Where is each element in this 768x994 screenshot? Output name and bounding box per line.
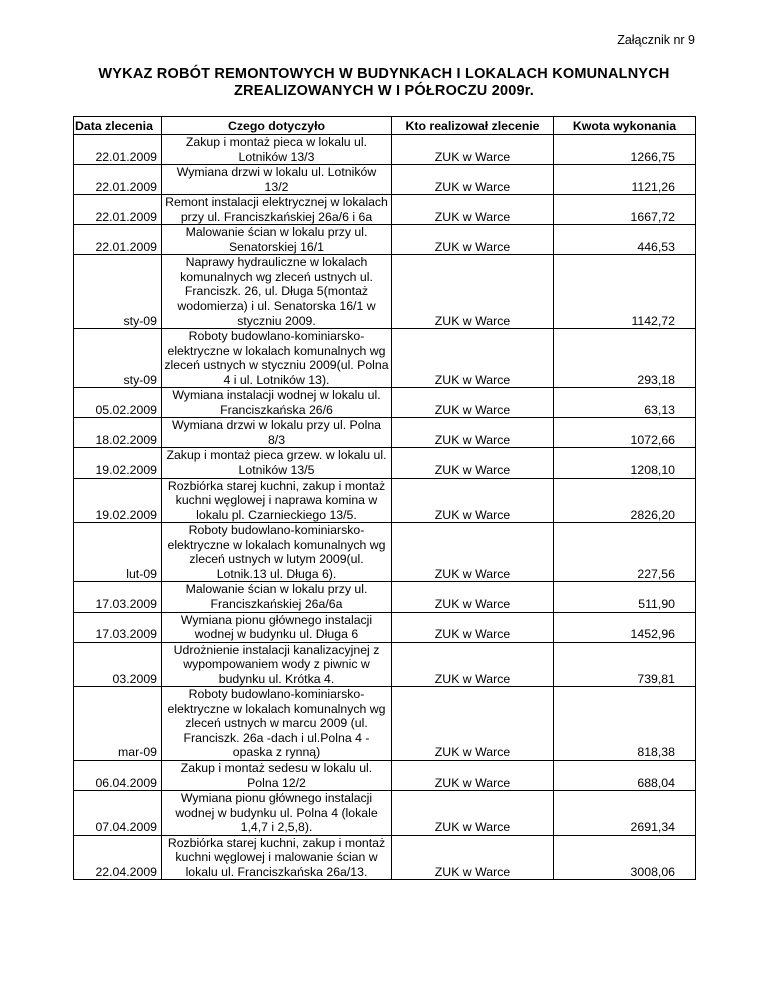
row-date: 18.02.2009 [74, 418, 162, 448]
row-contractor: ZUK w Warce [392, 523, 554, 582]
row-date: 07.04.2009 [74, 791, 162, 836]
row-date: 22.01.2009 [74, 195, 162, 225]
header-description: Czego dotyczyło [162, 117, 392, 135]
row-contractor: ZUK w Warce [392, 791, 554, 836]
row-date: 03.2009 [74, 642, 162, 687]
row-description: Zakup i montaż sedesu w lokalu ul. Polna 12/2 [162, 760, 392, 790]
row-date: 17.03.2009 [74, 612, 162, 642]
row-description: Wymiana drzwi w lokalu przy ul. Polna 8/3 [162, 418, 392, 448]
table-row [74, 582, 696, 612]
row-amount: 3008,06 [554, 835, 696, 880]
table-row [74, 329, 696, 388]
row-contractor: ZUK w Warce [392, 835, 554, 880]
row-amount: 1072,66 [554, 418, 696, 448]
row-description: Wymiana pionu głównego instalacji wodnej w budynku ul. Polna 4 (lokale 1,4,7 i 2,5,8). [162, 791, 392, 836]
row-description: Zakup i montaż pieca w lokalu ul. Lotników 13/3 [162, 135, 392, 165]
row-date: mar-09 [74, 687, 162, 761]
row-amount: 818,38 [554, 687, 696, 761]
table-row [74, 760, 696, 790]
header-contractor: Kto realizował zlecenie [392, 117, 554, 135]
row-date: 22.04.2009 [74, 835, 162, 880]
works-table [73, 116, 696, 880]
title-line-2: ZREALIZOWANYCH W I PÓŁROCZU 2009r. [233, 83, 535, 99]
row-contractor: ZUK w Warce [392, 448, 554, 478]
row-contractor: ZUK w Warce [392, 225, 554, 255]
row-description: Malowanie ścian w lokalu przy ul. Senatorskiej 16/1 [162, 225, 392, 255]
table-header-row [74, 117, 696, 135]
row-amount: 511,90 [554, 582, 696, 612]
row-date: sty-09 [74, 255, 162, 329]
row-contractor: ZUK w Warce [392, 612, 554, 642]
row-date: lut-09 [74, 523, 162, 582]
table-row [74, 225, 696, 255]
table-row [74, 835, 696, 880]
row-amount: 446,53 [554, 225, 696, 255]
row-contractor: ZUK w Warce [392, 195, 554, 225]
header-date: Data zlecenia [74, 117, 162, 135]
row-amount: 293,18 [554, 329, 696, 388]
table-row [74, 478, 696, 523]
table-row [74, 612, 696, 642]
row-description: Malowanie ścian w lokalu przy ul. Franciszkańskiej 26a/6a [162, 582, 392, 612]
row-contractor: ZUK w Warce [392, 165, 554, 195]
row-description: Wymiana instalacji wodnej w lokalu ul. Franciszkańska 26/6 [162, 388, 392, 418]
table-row [74, 523, 696, 582]
row-contractor: ZUK w Warce [392, 418, 554, 448]
row-contractor: ZUK w Warce [392, 388, 554, 418]
table-row [74, 388, 696, 418]
row-date: 22.01.2009 [74, 135, 162, 165]
table-row [74, 642, 696, 687]
table-row [74, 195, 696, 225]
row-contractor: ZUK w Warce [392, 687, 554, 761]
row-date: sty-09 [74, 329, 162, 388]
row-amount: 688,04 [554, 760, 696, 790]
table-row [74, 687, 696, 761]
row-contractor: ZUK w Warce [392, 135, 554, 165]
row-contractor: ZUK w Warce [392, 582, 554, 612]
table-row [74, 418, 696, 448]
row-amount: 2826,20 [554, 478, 696, 523]
row-description: Remont instalacji elektrycznej w lokalach przy ul. Franciszkańskiej 26a/6 i 6a [162, 195, 392, 225]
row-date: 19.02.2009 [74, 478, 162, 523]
annex-label: Załącznik nr 9 [617, 33, 695, 47]
row-description: Udrożnienie instalacji kanalizacyjnej z wypompowaniem wody z piwnic w budynku ul. Krótka 4. [162, 642, 392, 687]
row-description: Naprawy hydrauliczne w lokalach komunalnych wg zleceń ustnych ul. Franciszk. 26, ul. Długa 5(montaż wodomierza) i ul. Senatorska 16/1 w styczniu 2009. [162, 255, 392, 329]
document-title [40, 66, 728, 100]
table-row [74, 135, 696, 165]
row-description: Zakup i montaż pieca grzew. w lokalu ul. Lotników 13/5 [162, 448, 392, 478]
table-row [74, 791, 696, 836]
row-amount: 1208,10 [554, 448, 696, 478]
row-amount: 63,13 [554, 388, 696, 418]
row-description: Roboty budowlano-kominiarsko-elektryczne w lokalach komunalnych wg zleceń ustnych w lutym 2009(ul. Lotnik.13 ul. Długa 6). [162, 523, 392, 582]
header-amount: Kwota wykonania [554, 117, 696, 135]
row-description: Rozbiórka starej kuchni, zakup i montaż kuchni węglowej i malowanie ścian w lokalu ul. Franciszkańska 26a/13. [162, 835, 392, 880]
row-description: Rozbiórka starej kuchni, zakup i montaż kuchni węglowej i naprawa komina w lokalu pl. Czarnieckiego 13/5. [162, 478, 392, 523]
row-amount: 739,81 [554, 642, 696, 687]
row-contractor: ZUK w Warce [392, 255, 554, 329]
title-line-1: WYKAZ ROBÓT REMONTOWYCH W BUDYNKACH I LOKALACH KOMUNALNYCH [98, 66, 670, 82]
row-amount: 1266,75 [554, 135, 696, 165]
table-row [74, 448, 696, 478]
row-contractor: ZUK w Warce [392, 642, 554, 687]
row-date: 22.01.2009 [74, 225, 162, 255]
row-contractor: ZUK w Warce [392, 329, 554, 388]
row-amount: 1142,72 [554, 255, 696, 329]
row-date: 19.02.2009 [74, 448, 162, 478]
row-contractor: ZUK w Warce [392, 478, 554, 523]
row-date: 17.03.2009 [74, 582, 162, 612]
row-amount: 1121,26 [554, 165, 696, 195]
table-row [74, 165, 696, 195]
row-contractor: ZUK w Warce [392, 760, 554, 790]
row-amount: 2691,34 [554, 791, 696, 836]
row-amount: 1667,72 [554, 195, 696, 225]
row-description: Roboty budowlano-kominiarsko-elektryczne w lokalach komunalnych wg zleceń ustnych w styczniu 2009(ul. Polna 4 i ul. Lotników 13). [162, 329, 392, 388]
row-amount: 1452,96 [554, 612, 696, 642]
row-description: Wymiana pionu głównego instalacji wodnej w budynku ul. Długa 6 [162, 612, 392, 642]
row-description: Roboty budowlano-kominiarsko-elektryczne w lokalach komunalnych wg zleceń ustnych w marcu 2009 (ul. Franciszk. 26a -dach i ul.Polna 4 - opaska z rynną) [162, 687, 392, 761]
row-date: 06.04.2009 [74, 760, 162, 790]
row-amount: 227,56 [554, 523, 696, 582]
row-date: 05.02.2009 [74, 388, 162, 418]
row-date: 22.01.2009 [74, 165, 162, 195]
row-description: Wymiana drzwi w lokalu ul. Lotników 13/2 [162, 165, 392, 195]
table-row [74, 255, 696, 329]
